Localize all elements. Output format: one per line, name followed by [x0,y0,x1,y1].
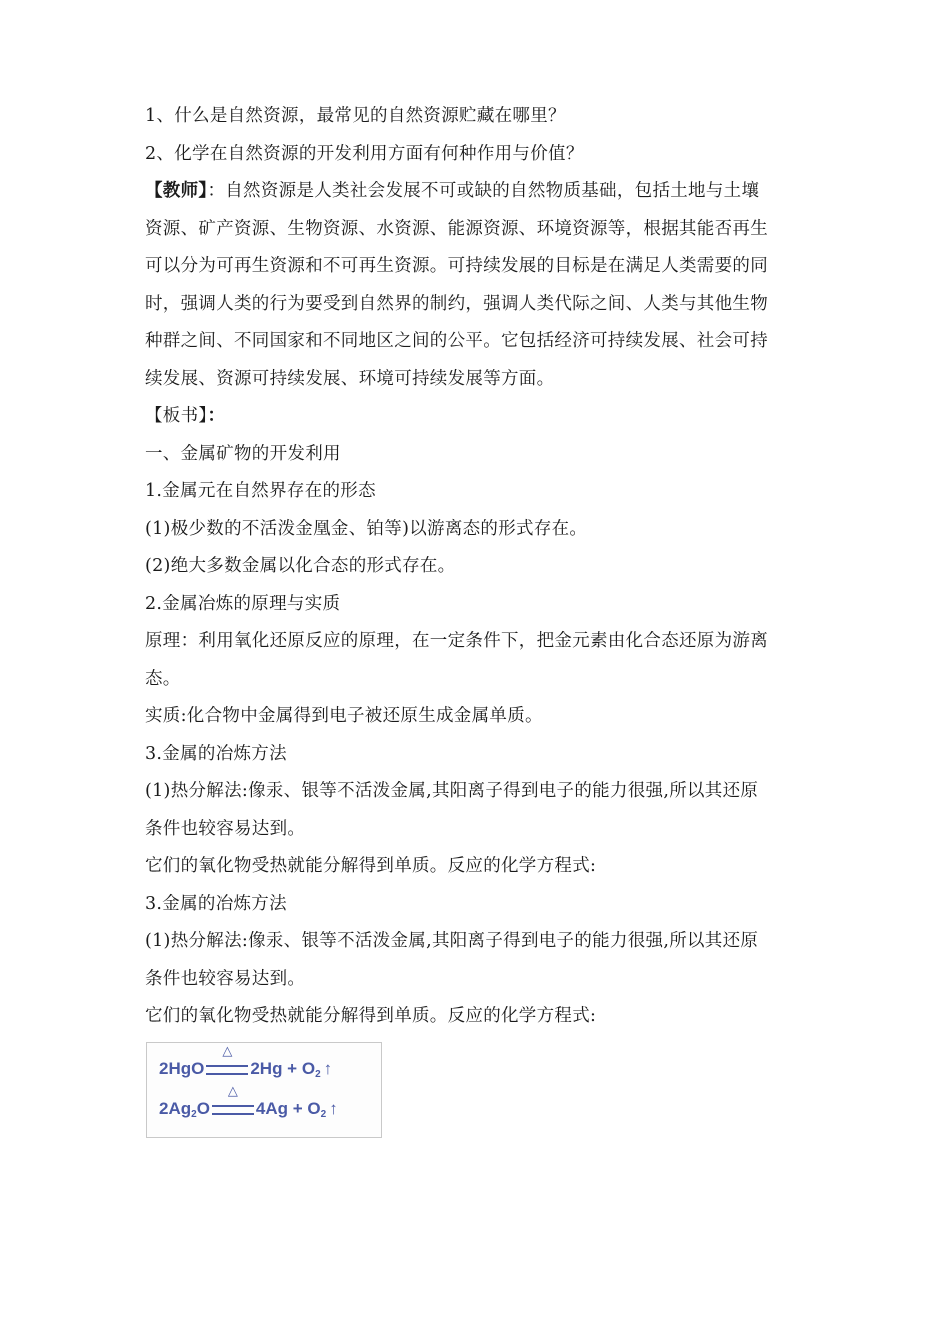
eq2-reactant-b: O [196,1098,210,1118]
teacher-line-2: 资源、矿产资源、生物资源、水资源、能源资源、环境资源等，根据其能否再生 [145,218,768,239]
subsection-1-item-2: (2)绝大多数金属以化合态的形式存在。 [145,556,456,576]
document-page [145,98,825,1138]
gas-arrow-icon: ↑ [323,1058,333,1078]
teacher-line-6: 续发展、资源可持续发展、环境可持续发展等方面。 [145,368,555,389]
question-1: 1、什么是自然资源，最常见的自然资源贮藏在哪里？ [145,106,566,126]
teacher-line-3: 可以分为可再生资源和不可再生资源。可持续发展的目标是在满足人类需要的同 [145,256,768,276]
eq2-product-subscript: 2 [320,1108,327,1120]
heat-triangle-icon: △ [222,1043,233,1059]
equation-image [146,1042,382,1138]
equation-hgo [159,1043,333,1080]
subsection-2-title: 2.金属冶炼的原理与实质 [145,593,341,614]
eq1-product-subscript: 2 [315,1068,321,1080]
board-colon: ： [207,406,226,426]
heat-condition-2 [212,1083,254,1115]
teacher-line-1 [145,173,825,211]
teacher-line-4: 时，强调人类的行为要受到自然界的制约，强调人类代际之间、人类与其他生物 [145,293,768,314]
eq1-product: 2Hg + O [250,1058,316,1078]
eq1-reactant: 2HgO [159,1058,205,1078]
board-label: 【板书】 [145,406,208,426]
thermal-method-repeat-line-2: 条件也较容易达到。 [145,968,306,989]
heat-triangle-icon: △ [227,1083,238,1099]
thermal-method-line-1: (1)热分解法:像汞、银等不活泼金属,其阳离子得到电子的能力很强,所以其还原 [145,781,759,801]
section-title: 一、金属矿物的开发利用 [145,443,341,464]
thermal-method-line-2: 条件也较容易达到。 [145,818,306,839]
equals-sign [206,1065,248,1075]
thermal-method-repeat-line-1: (1)热分解法:像汞、银等不活泼金属,其阳离子得到电子的能力很强,所以其还原 [145,931,759,951]
subsection-1-title: 1.金属元在自然界存在的形态 [145,481,376,501]
thermal-method-repeat-line-3: 它们的氧化物受热就能分解得到单质。反应的化学方程式: [145,1006,597,1026]
teacher-paragraph [145,173,825,398]
teacher-text-1: ：自然资源是人类社会发展不可或缺的自然物质基础，包括土地与土壤 [207,181,760,201]
equation-ag2o [159,1083,338,1120]
essence-line: 实质:化合物中金属得到电子被还原生成金属单质。 [145,706,543,726]
principle-line-1: 原理：利用氧化还原反应的原理，在一定条件下，把金元素由化合态还原为游离 [145,631,768,651]
teacher-line-5: 种群之间、不同国家和不同地区之间的公平。它包括经济可持续发展、社会可持 [145,331,768,351]
equals-sign [212,1105,254,1115]
subsection-3-title: 3.金属的冶炼方法 [145,743,287,764]
board-heading [145,398,825,436]
question-2: 2、化学在自然资源的开发利用方面有何种作用与价值？ [145,143,584,164]
gas-arrow-icon: ↑ [329,1098,338,1118]
heat-condition-1 [206,1043,248,1075]
thermal-method-line-3: 它们的氧化物受热就能分解得到单质。反应的化学方程式: [145,856,597,876]
principle-line-2: 态。 [145,668,181,689]
teacher-label: 【教师】 [145,181,208,201]
subsection-3-title-repeat: 3.金属的冶炼方法 [145,893,287,914]
eq2-reactant-subscript: 2 [191,1108,197,1120]
subsection-1-item-1: (1)极少数的不活泼金凰金、铂等)以游离态的形式存在。 [145,518,588,539]
eq2-reactant-a: 2Ag [159,1098,192,1118]
eq2-product: 4Ag + O [255,1098,321,1118]
